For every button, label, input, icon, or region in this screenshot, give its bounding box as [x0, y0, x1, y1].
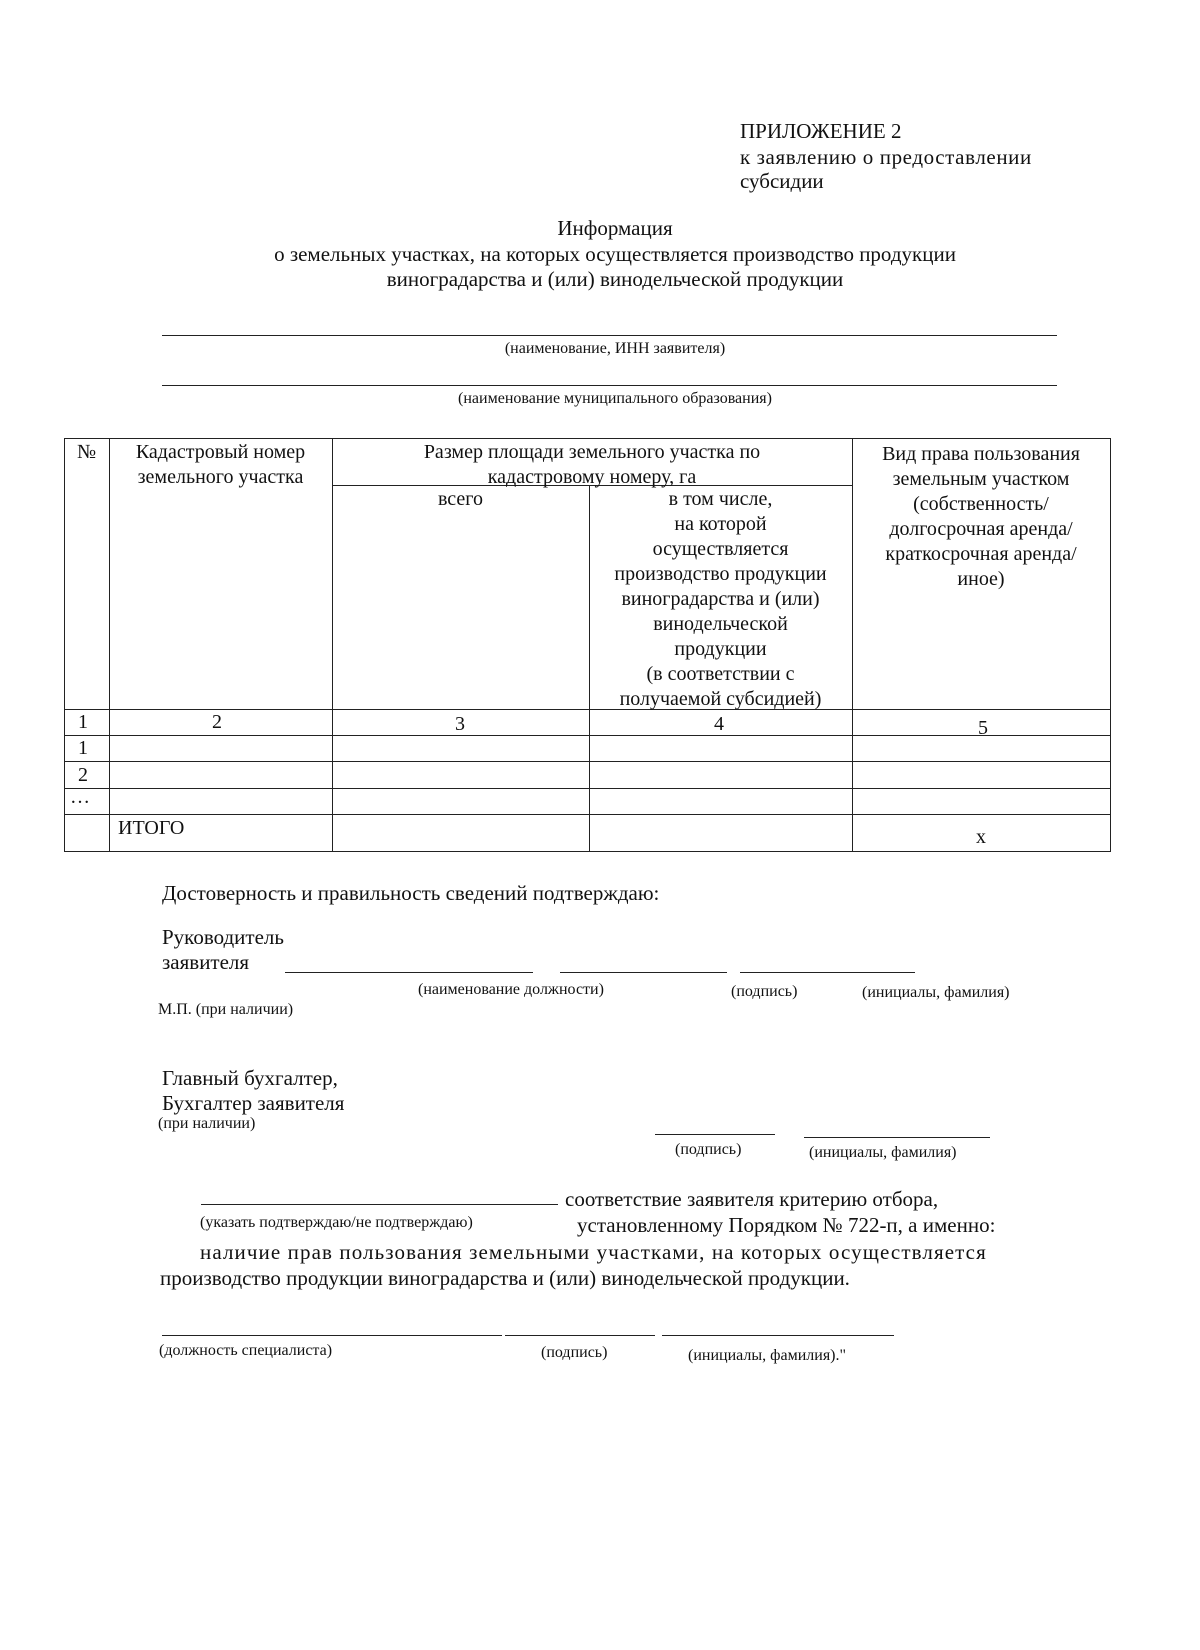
- applicant-caption: (наименование, ИНН заявителя): [504, 340, 726, 357]
- head-signature-caption: (подпись): [731, 983, 798, 1000]
- accountant-signature-caption: (подпись): [675, 1141, 742, 1158]
- accountant-title-1: Главный бухгалтер,: [162, 1066, 338, 1090]
- appendix-line2: субсидии: [740, 169, 824, 193]
- col-number-5: 5: [978, 717, 988, 739]
- table-row-number: …: [70, 786, 92, 808]
- accountant-title-2: Бухгалтер заявителя: [162, 1091, 345, 1115]
- specialist-position-line[interactable]: [162, 1335, 502, 1336]
- col-header-right-type: Вид права пользования земельным участком (собственность/ долгосрочная аренда/ краткосрочная аренда/ иное): [882, 443, 1080, 590]
- criteria-text-2: установленному Порядком № 722-п, а именно:: [577, 1213, 996, 1237]
- criteria-paragraph-2: производство продукции виноградарства и (или) винодельческой продукции.: [160, 1266, 850, 1290]
- specialist-name-line[interactable]: [662, 1335, 894, 1336]
- head-title-2: заявителя: [162, 950, 250, 974]
- col-header-cadastral: Кадастровый номер земельного участка: [135, 441, 306, 488]
- specialist-signature-caption: (подпись): [541, 1344, 608, 1361]
- total-label: ИТОГО: [118, 817, 185, 839]
- criteria-caption: (указать подтверждаю/не подтверждаю): [200, 1214, 473, 1231]
- accountant-name-line[interactable]: [804, 1137, 990, 1138]
- applicant-line[interactable]: [162, 335, 1057, 336]
- head-title-1: Руководитель: [162, 925, 284, 949]
- confirmation-text: Достоверность и правильность сведений подтверждаю:: [162, 881, 660, 905]
- col-number-2: 2: [212, 711, 222, 733]
- col-number-4: 4: [714, 713, 724, 735]
- col-number-1: 1: [78, 711, 88, 733]
- accountant-name-caption: (инициалы, фамилия): [809, 1144, 957, 1161]
- head-signature-line[interactable]: [560, 972, 727, 973]
- seal-caption: М.П. (при наличии): [158, 1001, 294, 1018]
- table-row-number: 1: [78, 737, 88, 759]
- municipality-line[interactable]: [162, 385, 1057, 386]
- accountant-title-3: (при наличии): [158, 1115, 256, 1132]
- criteria-text-1: соответствие заявителя критерию отбора,: [565, 1187, 939, 1211]
- appendix-line1: к заявлению о предоставлении: [740, 145, 1032, 169]
- col-header-area-total: всего: [437, 488, 484, 510]
- table-row-number: 2: [78, 764, 88, 786]
- head-position-caption: (наименование должности): [418, 981, 604, 998]
- land-plots-table: [64, 438, 1111, 851]
- municipality-caption: (наименование муниципального образования): [458, 390, 772, 407]
- head-name-caption: (инициалы, фамилия): [862, 984, 1010, 1001]
- total-right-mark: х: [976, 826, 986, 848]
- doc-heading: Информация: [557, 216, 673, 240]
- specialist-signature-line[interactable]: [505, 1335, 655, 1336]
- criteria-paragraph-1: наличие прав пользования земельными участками, на которых осуществляется: [200, 1240, 987, 1264]
- criteria-confirm-line[interactable]: [201, 1204, 558, 1205]
- specialist-name-caption: (инициалы, фамилия).": [688, 1347, 847, 1364]
- head-name-line[interactable]: [740, 972, 915, 973]
- col-header-number: №: [76, 441, 97, 463]
- appendix-title: ПРИЛОЖЕНИЕ 2: [740, 119, 902, 143]
- col-number-3: 3: [455, 713, 465, 735]
- specialist-position-caption: (должность специалиста): [159, 1342, 333, 1359]
- doc-subheading-2: виноградарства и (или) винодельческой продукции: [386, 267, 844, 291]
- col-header-area-vine: в том числе, на которой осуществляется производство продукции виноградарства и (или) винодельческой продукции (в соответствии с получаемой субсидией): [614, 488, 827, 710]
- head-position-line[interactable]: [285, 972, 533, 973]
- accountant-signature-line[interactable]: [655, 1134, 775, 1135]
- doc-subheading-1: о земельных участках, на которых осуществляется производство продукции: [274, 242, 956, 266]
- col-header-area: Размер площади земельного участка по кадастровому номеру, га: [423, 441, 761, 488]
